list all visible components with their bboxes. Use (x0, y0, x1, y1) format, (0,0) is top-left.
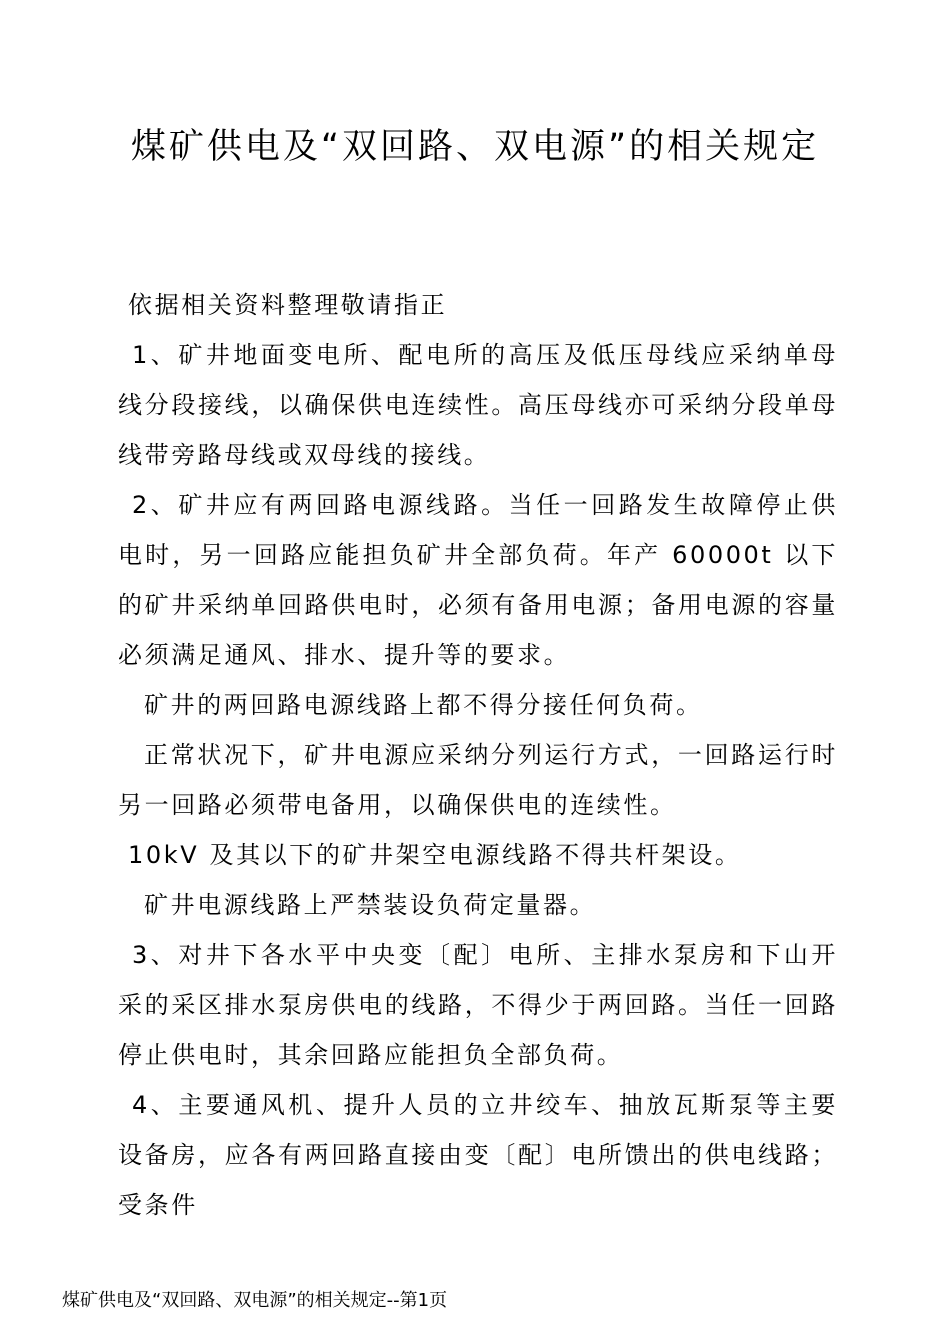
paragraph-intro: 依据相关资料整理敬请指正 (128, 291, 448, 319)
page-footer: 煤矿供电及“双回路、双电源”的相关规定--第1页 (62, 1290, 448, 1311)
paragraph-item-4: 4、主要通风机、提升人员的立井绞车、抽放瓦斯泵等主要设备房，应各有两回路直接由变〔配〕电所馈出的供电线路；受条件 (118, 1091, 838, 1219)
paragraph-no-branch-load: 矿井的两回路电源线路上都不得分接任何负荷。 (144, 691, 703, 719)
paragraph-10kv-lines: 10kV 及其以下的矿井架空电源线路不得共杆架设。 (128, 841, 742, 869)
paragraph-no-limiter: 矿井电源线路上严禁装设负荷定量器。 (144, 891, 597, 919)
paragraph-item-1: 1、矿井地面变电所、配电所的高压及低压母线应采纳单母线分段接线，以确保供电连续性。高压母线亦可采纳分段单母线带旁路母线或双母线的接线。 (118, 341, 838, 469)
paragraph-item-2: 2、矿井应有两回路电源线路。当任一回路发生故障停止供电时，另一回路应能担负矿井全部负荷。年产 60000t 以下的矿井采纳单回路供电时，必须有备用电源；备用电源的容量必须满足通风、排水、提升等的要求。 (118, 491, 838, 669)
paragraph-item-3: 3、对井下各水平中央变〔配〕电所、主排水泵房和下山开采的采区排水泵房供电的线路，不得少于两回路。当任一回路停止供电时，其余回路应能担负全部负荷。 (118, 941, 838, 1069)
paragraph-split-operation: 正常状况下，矿井电源应采纳分列运行方式，一回路运行时另一回路必须带电备用，以确保供电的连续性。 (118, 741, 838, 819)
document-title: 煤矿供电及“双回路、双电源”的相关规定 (130, 127, 820, 167)
document-body (118, 280, 838, 1230)
